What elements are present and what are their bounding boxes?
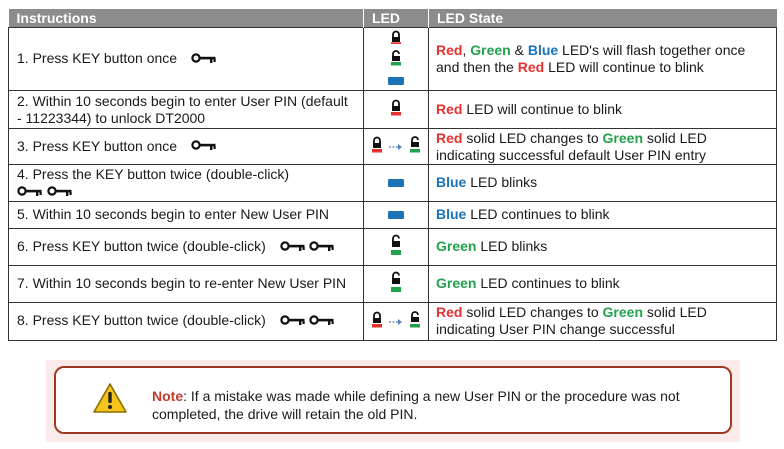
led-state-cell	[429, 265, 777, 302]
locked-red-led-icon	[389, 30, 403, 48]
led-cell	[364, 28, 429, 91]
led-state-text: LED continues to blink	[466, 206, 610, 223]
led-state-cell	[429, 28, 777, 91]
key-icon	[280, 239, 306, 256]
led-color-word: Blue	[436, 174, 467, 191]
led-state-text: LED will continue to blink	[462, 101, 622, 117]
table-row	[9, 265, 777, 302]
key-icon	[191, 138, 217, 155]
led-state-text: &	[510, 42, 528, 58]
instruction-text: 6. Press KEY button twice (double-click)	[17, 237, 266, 254]
led-color-word: Red	[436, 101, 463, 117]
led-state-text: solid LED indicating successful default User PIN entry	[436, 129, 707, 163]
unlocked-green-led-icon	[389, 50, 403, 70]
led-state-cell	[429, 228, 777, 265]
unlocked-green-led-icon	[409, 311, 421, 332]
led-cell	[364, 302, 429, 340]
table-header-row	[9, 9, 777, 28]
led-state-text: ,	[462, 42, 471, 58]
led-state-text: LED's will flash together once and then the	[436, 42, 746, 75]
led-color-word: Blue	[436, 206, 467, 223]
table-row	[9, 28, 777, 91]
table-row	[9, 228, 777, 265]
led-state-cell	[429, 165, 777, 202]
led-state-cell	[429, 91, 777, 129]
table-row	[9, 165, 777, 202]
instruction-text: 4. Press the KEY button twice (double-click)	[17, 166, 290, 182]
blue-led-icon	[388, 72, 404, 89]
led-state-text: LED blinks	[476, 238, 548, 255]
instruction-cell	[9, 28, 364, 91]
key-icon	[309, 239, 335, 256]
instruction-text: 2. Within 10 seconds begin to enter User PIN (default - 11223344) to unlock DT2000	[17, 92, 348, 126]
instruction-cell	[9, 91, 364, 129]
unlocked-green-led-icon	[409, 136, 421, 157]
note-label: Note	[152, 388, 184, 404]
instruction-cell	[9, 165, 364, 202]
instruction-cell	[9, 265, 364, 302]
instruction-text: 5. Within 10 seconds begin to enter New User PIN	[17, 206, 330, 223]
blue-led-icon	[388, 206, 404, 222]
table-row	[9, 129, 777, 165]
led-color-word: Green	[602, 129, 644, 146]
led-cell	[364, 201, 429, 228]
led-cell	[364, 129, 429, 165]
instruction-text: 3. Press KEY button once	[17, 137, 178, 154]
warning-icon	[92, 382, 128, 419]
instruction-text: 1. Press KEY button once	[17, 50, 178, 67]
led-state-text: LED will continue to blink	[544, 59, 704, 75]
header-led-state: LED State	[429, 9, 777, 28]
key-icon	[17, 184, 43, 201]
header-led: LED	[364, 9, 429, 28]
led-state-text: LED blinks	[466, 174, 538, 191]
led-color-word: Green	[470, 42, 511, 58]
led-color-word: Green	[436, 275, 477, 292]
unlocked-green-led-icon	[389, 243, 403, 259]
instruction-text: 7. Within 10 seconds begin to re-enter New User PIN	[17, 275, 347, 292]
locked-red-led-icon	[389, 103, 403, 119]
unlocked-green-led-icon	[389, 280, 403, 296]
instruction-cell	[9, 228, 364, 265]
note-text-block	[152, 387, 722, 423]
note-text: : If a mistake was made while defining a new User PIN or the procedure was not completed, the drive will retain the old PIN.	[152, 388, 680, 422]
led-cell	[364, 265, 429, 302]
table-row	[9, 91, 777, 129]
arrow-icon	[389, 138, 403, 155]
led-color-word: Red	[517, 59, 545, 75]
key-icon	[309, 313, 335, 330]
led-state-cell	[429, 302, 777, 340]
led-state-text: LED continues to blink	[476, 275, 620, 292]
led-color-word: Red	[436, 42, 463, 58]
key-icon	[280, 313, 306, 330]
led-state-cell	[429, 129, 777, 165]
instruction-cell	[9, 129, 364, 165]
note-box	[54, 366, 732, 434]
led-color-word: Red	[436, 129, 463, 146]
led-color-word: Green	[602, 304, 644, 321]
locked-red-led-icon	[371, 136, 383, 157]
led-state-text: solid LED indicating User PIN change successful	[436, 304, 707, 338]
key-icon	[47, 184, 73, 201]
instruction-cell	[9, 201, 364, 228]
led-cell	[364, 165, 429, 202]
led-color-word: Green	[436, 238, 477, 255]
led-state-text: solid LED changes to	[462, 129, 603, 146]
table-row	[9, 201, 777, 228]
arrow-icon	[389, 313, 403, 330]
header-instructions: Instructions	[9, 9, 364, 28]
table-row	[9, 302, 777, 340]
led-state-text: solid LED changes to	[462, 304, 603, 321]
blue-led-icon	[388, 174, 404, 190]
led-color-word: Red	[436, 304, 463, 321]
instructions-table	[8, 9, 777, 341]
locked-red-led-icon	[371, 311, 383, 332]
led-color-word: Blue	[527, 42, 559, 58]
led-cell	[364, 228, 429, 265]
instruction-text: 8. Press KEY button twice (double-click)	[17, 312, 266, 329]
key-icon	[191, 51, 217, 68]
led-cell	[364, 91, 429, 129]
led-state-cell	[429, 201, 777, 228]
instruction-cell	[9, 302, 364, 340]
